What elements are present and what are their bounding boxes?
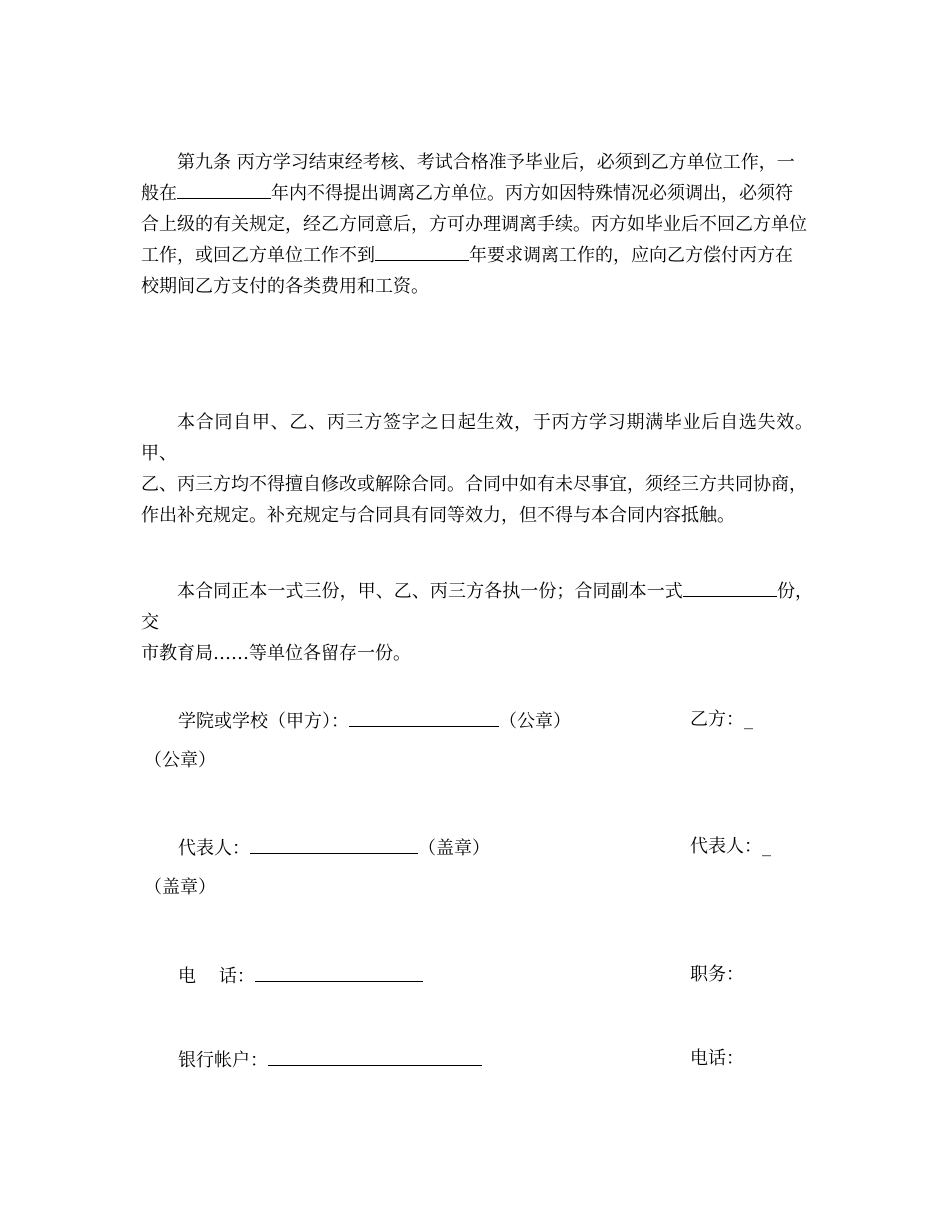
article-9-line-4-end: 年要求调离工作的，应向乙方偿付丙方在 bbox=[469, 245, 793, 266]
party-a-signature-field[interactable] bbox=[349, 708, 499, 727]
bank-label: 银行帐户： bbox=[178, 1050, 268, 1071]
copies-line-1 bbox=[141, 576, 813, 638]
copies-line-2: 市教育局……等单位各留存一份。 bbox=[141, 643, 411, 664]
copies-count-blank-field[interactable] bbox=[683, 578, 777, 597]
rep-a-line bbox=[178, 835, 490, 861]
copies-line-1-start: 本合同正本一式三份，甲、乙、丙三方各执一份；合同副本一式 bbox=[177, 581, 683, 602]
phone-b-label: 电话： bbox=[690, 1048, 744, 1069]
copies-paragraph bbox=[141, 576, 813, 669]
position-label: 职务： bbox=[690, 964, 744, 985]
effect-line-3: 作出补充规定。补充规定与合同具有同等效力，但不得与本合同内容抵触。 bbox=[141, 505, 735, 526]
min-years-blank-field[interactable] bbox=[375, 242, 469, 261]
party-b-label: 乙方：_ bbox=[690, 709, 753, 730]
article-9-line-2 bbox=[141, 178, 813, 209]
party-b-seal-label: （公章） bbox=[144, 750, 216, 771]
article-9-line-4-start: 工作，或回乙方单位工作不到 bbox=[141, 245, 375, 266]
article-9-line-2-start: 般在 bbox=[141, 183, 177, 204]
effect-line-2: 乙、丙三方均不得擅自修改或解除合同。合同中如有未尽事宜，须经三方共同协商， bbox=[141, 474, 807, 495]
article-9-line-4 bbox=[141, 240, 813, 271]
party-a-seal-label: （公章） bbox=[499, 711, 571, 732]
rep-a-stamp-label: （盖章） bbox=[418, 838, 490, 859]
article-9-line-3: 合上级的有关规定，经乙方同意后，方可办理调离手续。丙方如毕业后不回乙方单位 bbox=[141, 214, 807, 235]
phone-a-label: 电 话： bbox=[178, 966, 255, 987]
article-9-line-1: 第九条 丙方学习结束经考核、考试合格准予毕业后，必须到乙方单位工作，一 bbox=[177, 152, 795, 173]
party-a-line bbox=[178, 708, 571, 734]
years-blank-field[interactable] bbox=[177, 180, 271, 199]
rep-b-stamp-label: （盖章） bbox=[144, 877, 216, 898]
effect-paragraph bbox=[141, 407, 813, 531]
article-9-line-5: 校期间乙方支付的各类费用和工资。 bbox=[141, 276, 429, 297]
copies-line-1-end: 份，交 bbox=[141, 581, 814, 633]
bank-line bbox=[178, 1047, 482, 1073]
bank-account-field[interactable] bbox=[268, 1047, 482, 1066]
phone-a-line bbox=[178, 963, 423, 989]
article-9-line-2-end: 年内不得提出调离乙方单位。丙方如因特殊情况必须调出，必须符 bbox=[271, 183, 793, 204]
article-9-paragraph bbox=[141, 147, 813, 302]
party-a-label: 学院或学校（甲方）： bbox=[178, 711, 349, 732]
rep-b-label: 代表人：_ bbox=[690, 836, 771, 857]
rep-a-signature-field[interactable] bbox=[250, 835, 418, 854]
phone-a-field[interactable] bbox=[255, 963, 423, 982]
rep-a-label: 代表人： bbox=[178, 838, 250, 859]
effect-line-1: 本合同自甲、乙、丙三方签字之日起生效，于丙方学习期满毕业后自选失效。甲、 bbox=[141, 412, 813, 464]
